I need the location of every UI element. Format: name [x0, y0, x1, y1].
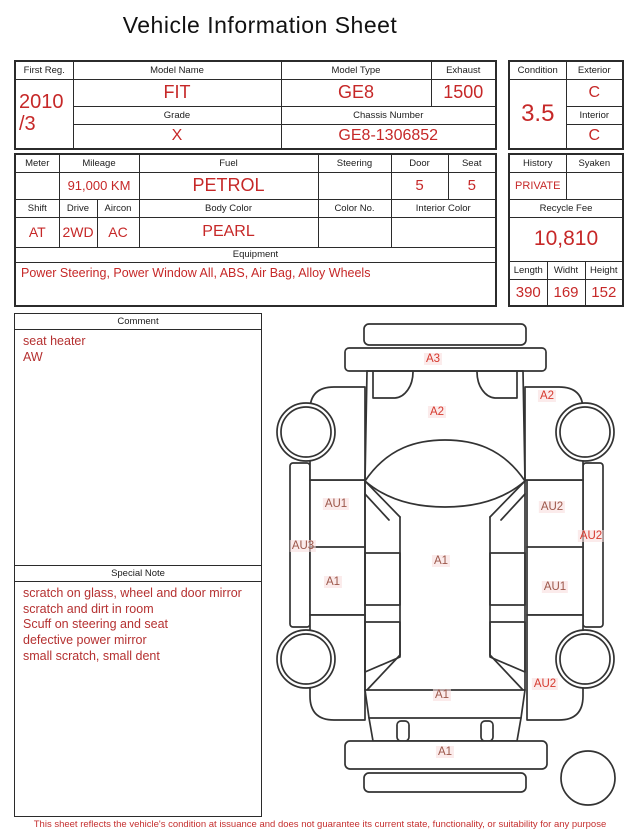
height-value: 152	[585, 279, 623, 306]
aircon-label: Aircon	[97, 199, 139, 217]
condition-value: 3.5	[509, 79, 566, 149]
shift-value: AT	[15, 217, 59, 247]
length-value: 390	[509, 279, 547, 306]
damage-label: A1	[325, 576, 341, 588]
first-reg-year: 2010	[19, 91, 64, 114]
condition-table	[508, 60, 624, 150]
special-note-line: scratch on glass, wheel and door mirror	[23, 586, 242, 600]
damage-label: A2	[539, 390, 555, 402]
damage-label: AU1	[324, 498, 348, 510]
damage-label: AU2	[540, 501, 564, 513]
special-note-title: Special Note	[15, 566, 261, 582]
fuel-value: PETROL	[139, 172, 318, 199]
comment-box	[14, 313, 262, 567]
equipment-label: Equipment	[15, 247, 496, 262]
grade-value: X	[73, 124, 281, 149]
syaken-label: Syaken	[566, 154, 623, 172]
drive-value: 2WD	[59, 217, 97, 247]
recycle-fee-value: 10,810	[509, 217, 623, 261]
width-label: Widht	[547, 261, 585, 279]
seat-value: 5	[448, 172, 496, 199]
special-note-line: small scratch, small dent	[23, 648, 160, 663]
mileage-value: 91,000 KM	[59, 172, 139, 199]
model-type-label: Model Type	[281, 61, 431, 79]
page-title: Vehicle Information Sheet	[122, 12, 398, 38]
seat-label: Seat	[448, 154, 496, 172]
equipment-value: Power Steering, Power Window All, ABS, Air Bag, Alloy Wheels	[15, 262, 496, 306]
special-note-line: scratch and dirt in room	[23, 601, 154, 616]
meter-value	[15, 172, 59, 199]
interior-label: Interior	[566, 106, 623, 124]
vehicle-spec-table	[14, 153, 497, 307]
model-name-label: Model Name	[73, 61, 281, 79]
interior-value: C	[566, 124, 623, 149]
interior-color-label: Interior Color	[391, 199, 496, 217]
condition-label: Condition	[509, 61, 566, 79]
fuel-label: Fuel	[139, 154, 318, 172]
color-no-value	[318, 217, 391, 247]
steering-value	[318, 172, 391, 199]
syaken-value	[566, 172, 623, 199]
exterior-value: C	[566, 79, 623, 106]
damage-label: A3	[425, 353, 441, 365]
damage-label: A1	[433, 555, 449, 567]
damage-label: A1	[434, 689, 450, 701]
damage-label-layer	[270, 310, 640, 810]
damage-label: A2	[429, 406, 445, 418]
damage-label: AU2	[533, 678, 557, 690]
comment-body	[15, 330, 261, 369]
history-label: History	[509, 154, 566, 172]
body-color-value: PEARL	[139, 217, 318, 247]
height-label: Height	[585, 261, 623, 279]
comment-title: Comment	[15, 314, 261, 330]
history-fee-table	[508, 153, 624, 307]
drive-label: Drive	[59, 199, 97, 217]
steering-label: Steering	[318, 154, 391, 172]
interior-color-value	[391, 217, 496, 247]
history-value: PRIVATE	[509, 172, 566, 199]
door-value: 5	[391, 172, 448, 199]
damage-label: AU2	[579, 530, 603, 542]
exhaust-label: Exhaust	[431, 61, 496, 79]
length-label: Length	[509, 261, 547, 279]
damage-label: AU1	[543, 581, 567, 593]
car-damage-diagram	[270, 310, 640, 810]
first-reg-label: First Reg.	[15, 61, 73, 79]
model-name-value: FIT	[73, 79, 281, 106]
body-color-label: Body Color	[139, 199, 318, 217]
exterior-label: Exterior	[566, 61, 623, 79]
chassis-number-value: GE8-1306852	[281, 124, 496, 149]
damage-label: AU3	[291, 540, 315, 552]
chassis-number-label: Chassis Number	[281, 106, 496, 124]
aircon-value: AC	[97, 217, 139, 247]
damage-label: A1	[437, 746, 453, 758]
model-type-value: GE8	[281, 79, 431, 106]
color-no-label: Color No.	[318, 199, 391, 217]
first-reg-value	[15, 79, 73, 149]
special-note-line: Scuff on steering and seat	[23, 617, 169, 632]
special-note-box	[14, 565, 262, 817]
shift-label: Shift	[15, 199, 59, 217]
comment-line: AW	[23, 349, 43, 364]
door-label: Door	[391, 154, 448, 172]
comment-line: seat heater	[23, 334, 86, 348]
exhaust-value: 1500	[431, 79, 496, 106]
recycle-fee-label: Recycle Fee	[509, 199, 623, 217]
mileage-label: Mileage	[59, 154, 139, 172]
grade-label: Grade	[73, 106, 281, 124]
meter-label: Meter	[15, 154, 59, 172]
vehicle-identity-table	[14, 60, 497, 150]
disclaimer-text: This sheet reflects the vehicle's condition at issuance and does not guarantee its current state, functionality, or suitability for any purpose	[33, 819, 607, 830]
first-reg-month: /3	[19, 112, 36, 135]
special-note-body	[15, 582, 261, 668]
width-value: 169	[547, 279, 585, 306]
special-note-line: defective power mirror	[23, 632, 147, 647]
